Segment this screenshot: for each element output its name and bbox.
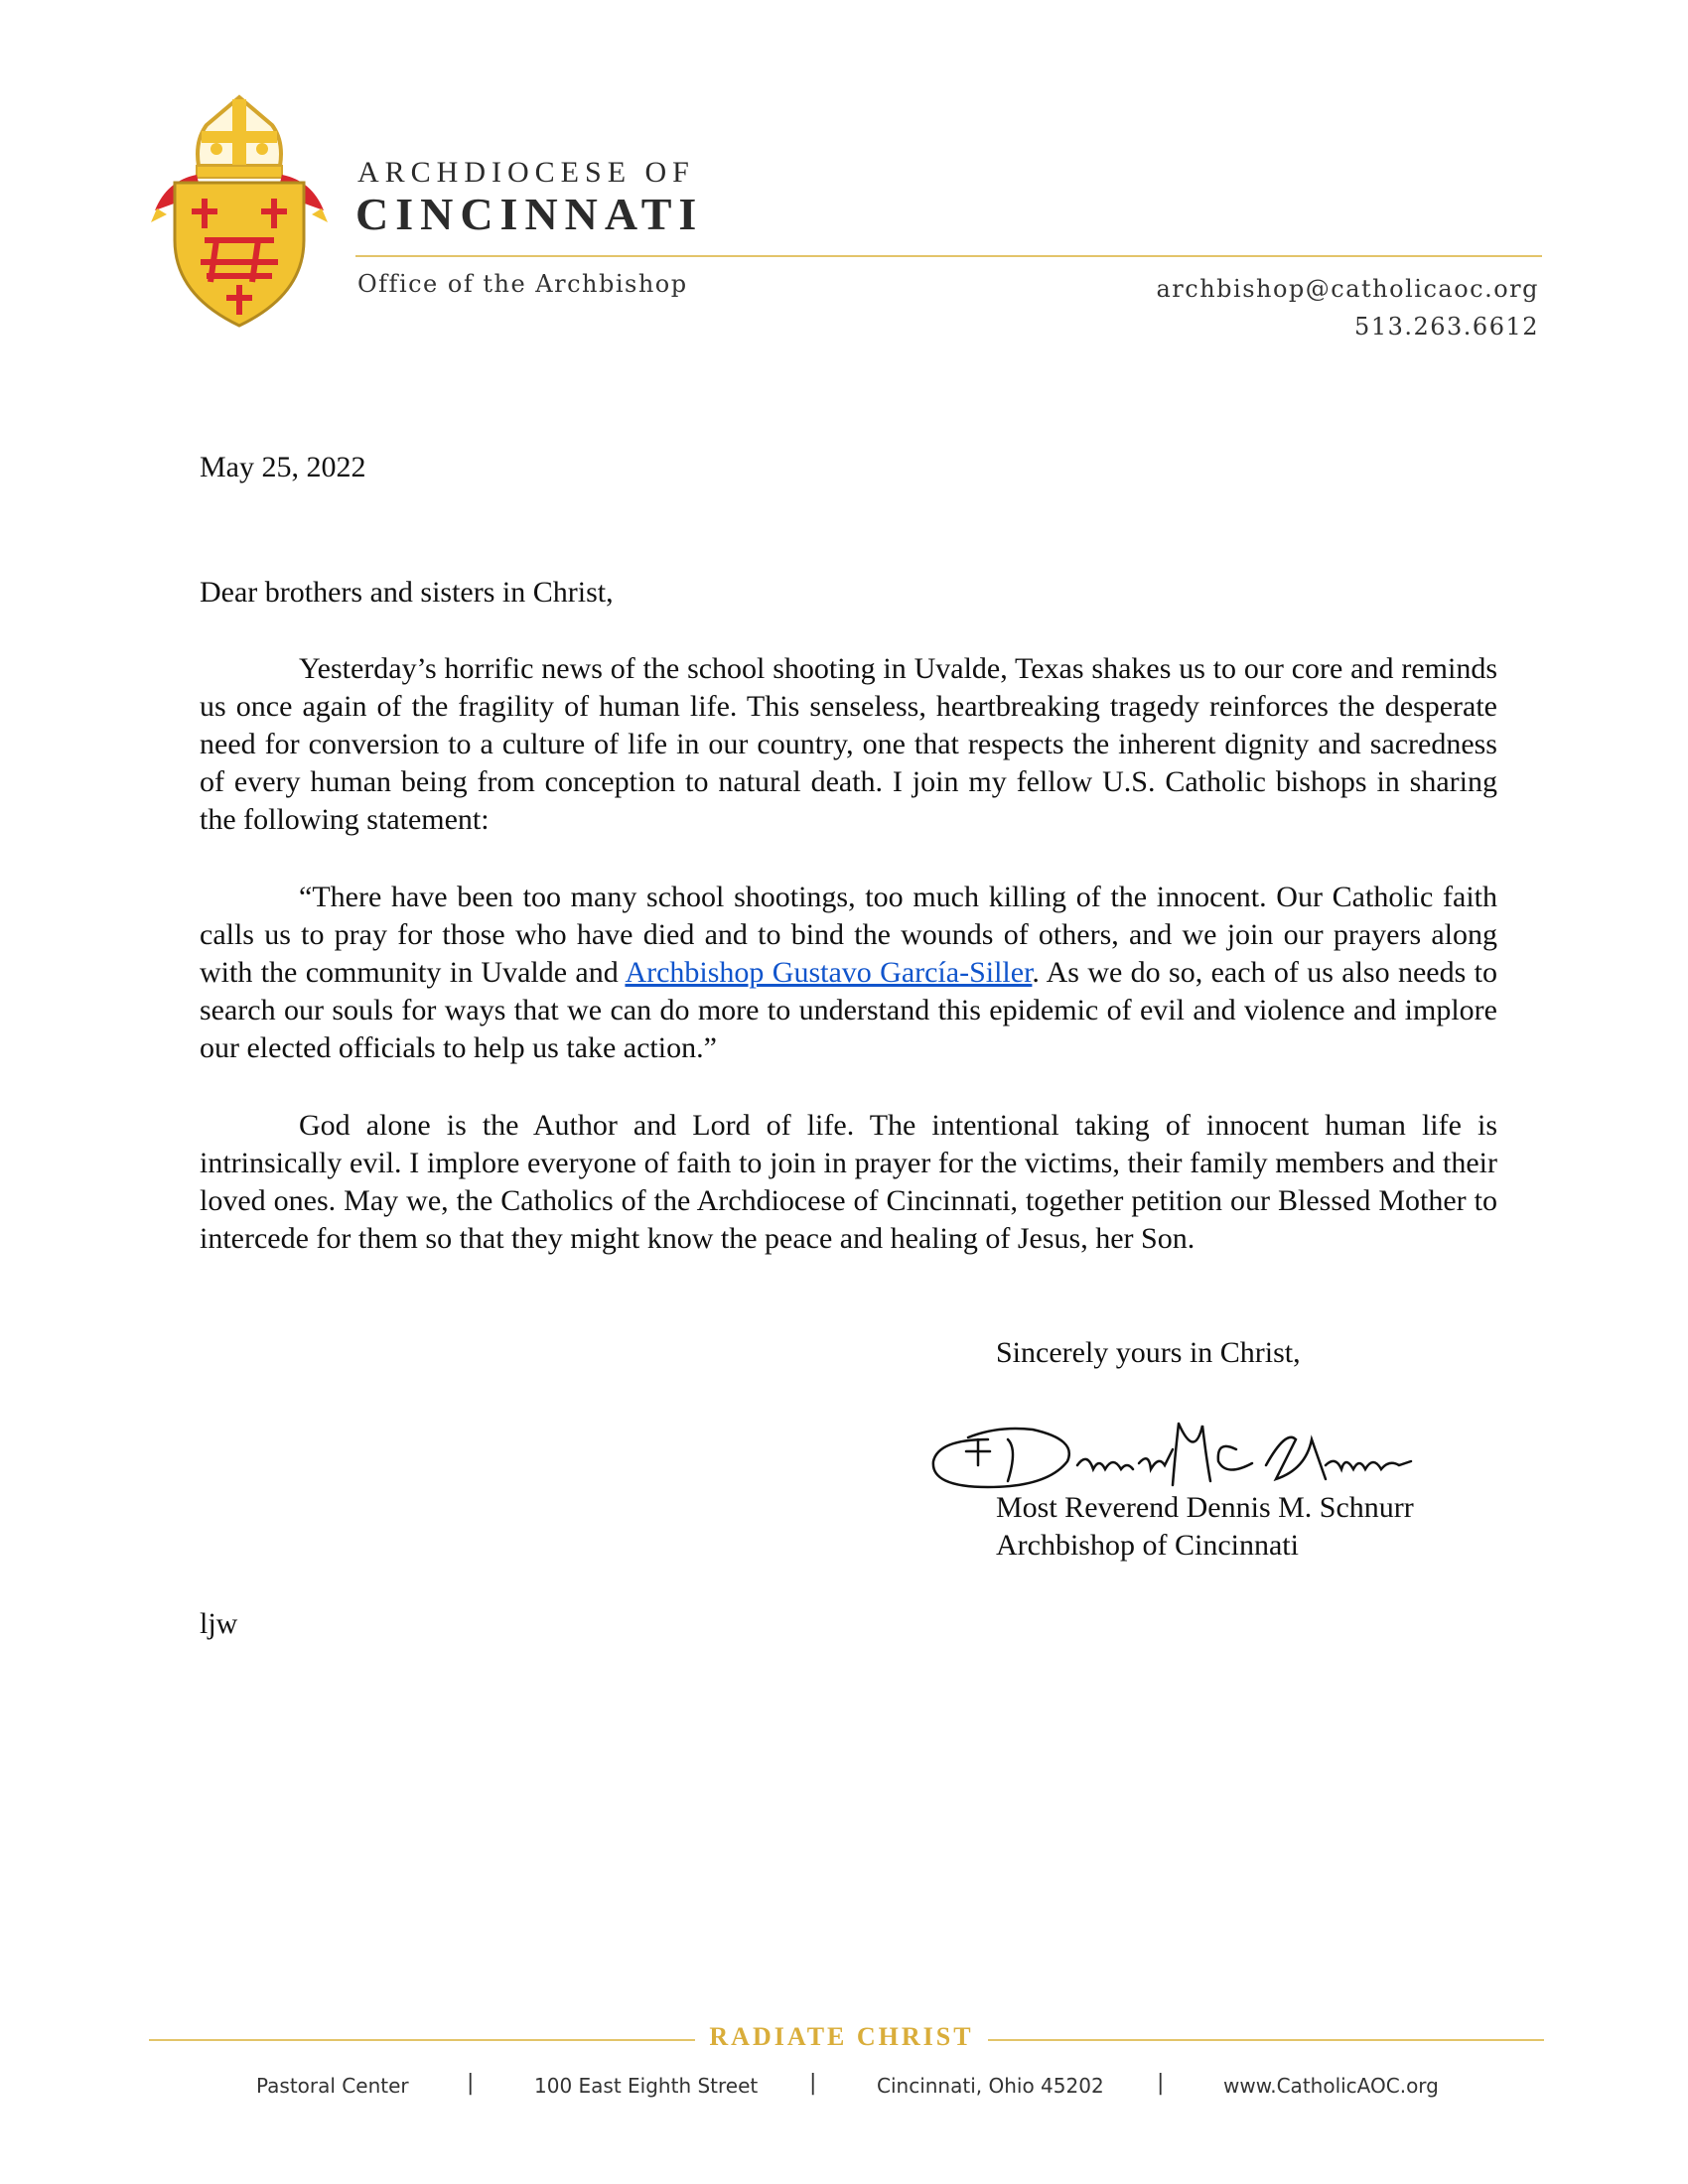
org-name-line2: CINCINNATI [355, 189, 704, 239]
letter-paragraph-2 [200, 879, 1497, 1067]
office-title: Office of the Archbishop [357, 270, 688, 298]
footer-city: Cincinnati, Ohio 45202 [877, 2074, 1104, 2098]
letter-closing: Sincerely yours in Christ, [996, 1336, 1301, 1369]
footer-separator: | [1157, 2071, 1165, 2096]
footer-street: 100 East Eighth Street [534, 2074, 759, 2098]
footer-separator: | [809, 2071, 817, 2096]
signer-title: Archbishop of Cincinnati [996, 1529, 1299, 1562]
letter-salutation: Dear brothers and sisters in Christ, [200, 576, 614, 609]
contact-email[interactable]: archbishop@catholicaoc.org [1156, 275, 1539, 303]
quote-text-start: “There have been too many school shootings, too much killing of the innocent. Our Catholic faith calls us to pray for those who have died and to bind the wounds of others, and we join our prayers along with the community in Uvalde and [200, 881, 1497, 989]
footer-motto: RADIATE CHRIST [709, 2022, 974, 2051]
archbishop-garcia-siller-link[interactable]: Archbishop Gustavo García-Siller [625, 956, 1033, 989]
signer-name: Most Reverend Dennis M. Schnurr [996, 1491, 1414, 1524]
footer-separator: | [467, 2071, 475, 2096]
header-divider [355, 255, 1542, 257]
letter-paragraph-3: God alone is the Author and Lord of life. The intentional taking of innocent human life is intrinsically evil. I implore everyone of faith to join in prayer for the victims, their family members and their loved ones. May we, the Catholics of the Archdiocese of Cincinnati, together petition our Blessed Mother to intercede for them so that they might know the peace and healing of Jesus, her Son. [200, 1109, 1497, 1255]
footer-pastoral-center: Pastoral Center [256, 2074, 409, 2098]
letter-paragraph-1: Yesterday’s horrific news of the school shooting in Uvalde, Texas shakes us to our core and reminds us once again of the fragility of human life. This senseless, heartbreaking tragedy reinforces the desperate need for conversion to a culture of life in our country, one that respects the inherent dignity and sacredness of every human being from conception to natural death. I join my fellow U.S. Catholic bishops in sharing the following statement: [200, 652, 1497, 836]
quote-text-end: . As we do so, each of us also needs to search our souls for ways that we can do more to understand this epidemic of evil and violence and implore our elected officials to help us take action.” [200, 956, 1497, 1064]
contact-block [1156, 270, 1539, 345]
typist-initials: ljw [200, 1607, 238, 1640]
footer-divider-right [988, 2039, 1544, 2041]
org-name-line1: ARCHDIOCESE OF [357, 156, 695, 189]
signer-block [996, 1489, 1414, 1565]
contact-phone: 513.263.6612 [1354, 313, 1539, 341]
footer-website-link[interactable]: www.CatholicAOC.org [1223, 2074, 1439, 2098]
footer-divider-left [149, 2039, 695, 2041]
archdiocese-crest-icon [147, 91, 332, 330]
letter-date: May 25, 2022 [200, 451, 366, 483]
